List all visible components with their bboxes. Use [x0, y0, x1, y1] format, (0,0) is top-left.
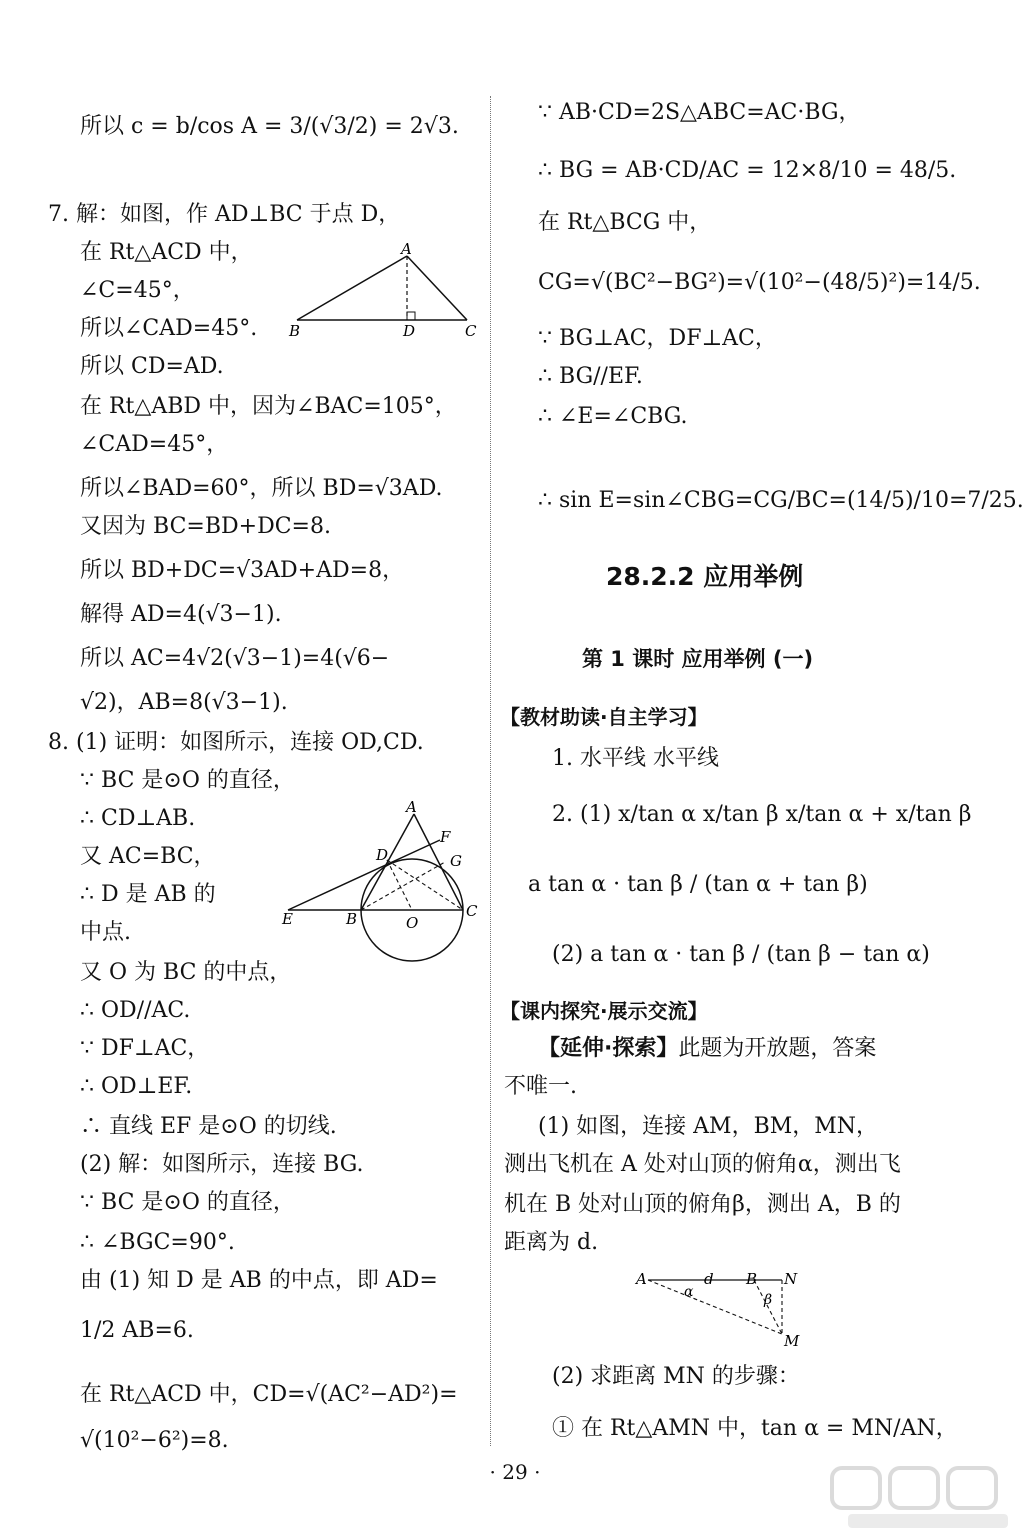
q8-step: ∴ D 是 AB 的	[80, 882, 216, 907]
q8-step: 1/2 AB=6.	[80, 1318, 194, 1343]
q7-step: 解得 AD=4(√3−1).	[80, 602, 282, 627]
right-step: ∴ ∠E=∠CBG.	[538, 404, 688, 429]
label-a: A	[401, 240, 412, 258]
q8-step: ∵ DF⊥AC，	[80, 1036, 210, 1061]
answer-line: (2) a tan α · tan β / (tan β − tan α)	[552, 942, 930, 967]
triangle-figure	[285, 238, 485, 343]
column-divider	[490, 96, 491, 1446]
q8-step: (2) 解：如图所示，连接 BG.	[80, 1152, 364, 1177]
label-alpha: α	[684, 1284, 694, 1300]
answer-line: 2. (1) x/tan α x/tan β x/tan α + x/tan β	[552, 802, 972, 827]
q8-step: ∴ OD//AC.	[80, 998, 191, 1023]
q8-step: 由 (1) 知 D 是 AB 的中点，即 AD=	[80, 1268, 438, 1293]
paragraph-line: 测出飞机在 A 处对山顶的俯角α，测出飞	[504, 1152, 901, 1177]
paragraph-line: 不唯一.	[504, 1074, 577, 1099]
section-title: 28.2.2 应用举例	[606, 562, 804, 591]
q7-step: 所以 BD+DC=√3AD+AD=8，	[80, 558, 405, 583]
q8-step: 又 O 为 BC 的中点，	[80, 960, 292, 985]
right-step: ∵ AB·CD=2S△ABC=AC·BG，	[538, 100, 861, 125]
label-b: B	[346, 910, 358, 928]
q8-step: ∴ CD⊥AB.	[80, 806, 196, 831]
q8-intro: 8. (1) 证明：如图所示，连接 OD,CD.	[48, 730, 424, 755]
q7-step: 所以∠BAD=60°，所以 BD=√3AD.	[80, 476, 443, 501]
right-step: ∵ BG⊥AC，DF⊥AC，	[538, 326, 777, 351]
q8-step: √(10²−6²)=8.	[80, 1428, 229, 1453]
q8-step: ∴ OD⊥EF.	[80, 1074, 193, 1099]
q8-step: ∴ 直线 EF 是⊙O 的切线.	[80, 1114, 337, 1139]
label-b: B	[746, 1270, 758, 1288]
extension-text: 此题为开放题，答案	[678, 1036, 877, 1061]
label-c: C	[465, 322, 477, 340]
q7-step: 在 Rt△ABD 中，因为∠BAC=105°，	[80, 394, 457, 419]
answer-line: 1. 水平线 水平线	[552, 746, 719, 771]
label-o: O	[406, 914, 419, 932]
q8-step: ∵ BC 是⊙O 的直径，	[80, 1190, 295, 1215]
q8-step: ∵ BC 是⊙O 的直径，	[80, 768, 295, 793]
lesson-title: 第 1 课时 应用举例 (一)	[582, 647, 814, 671]
paragraph-line: 机在 B 处对山顶的俯角β，测出 A，B 的	[504, 1192, 901, 1217]
label-a: A	[406, 800, 417, 816]
answer-line: a tan α · tan β / (tan α + tan β)	[528, 872, 868, 897]
right-step: ∴ sin E=sin∠CBG=CG/BC=(14/5)/10=7/25.	[538, 488, 1024, 513]
label-a: A	[636, 1270, 647, 1288]
extension-label: 【延伸·探索】	[538, 1036, 679, 1061]
q8-step: 又 AC=BC，	[80, 844, 216, 869]
right-step: 在 Rt△BCG 中，	[538, 210, 712, 235]
extension-paragraph	[538, 1034, 876, 1064]
q7-step: 所以 CD=AD.	[80, 354, 224, 379]
label-f: F	[440, 828, 451, 846]
label-d: d	[704, 1270, 714, 1288]
q7-step: 所以∠CAD=45°.	[80, 316, 258, 341]
q8-step: ∴ ∠BGC=90°.	[80, 1230, 235, 1255]
label-c: C	[466, 902, 478, 920]
label-beta: β	[764, 1292, 773, 1308]
q7-step: 在 Rt△ACD 中，	[80, 240, 253, 265]
block-title: 【课内探究·展示交流】	[500, 999, 708, 1023]
right-step: ∴ BG//EF.	[538, 364, 643, 389]
q7-step: 又因为 BC=BD+DC=8.	[80, 514, 331, 539]
mountain-figure	[630, 1266, 810, 1350]
label-e: E	[282, 910, 293, 928]
q8-step: 在 Rt△ACD 中，CD=√(AC²−AD²)=	[80, 1382, 458, 1407]
page-number: · 29 ·	[489, 1460, 541, 1484]
circle-tangent-figure	[280, 800, 485, 965]
watermark-logo	[828, 1462, 1028, 1532]
q7-step: √2)，AB=8(√3−1).	[80, 690, 288, 715]
q7-step: ∠CAD=45°，	[80, 432, 229, 457]
q7-step: ∠C=45°，	[80, 278, 195, 303]
label-n: N	[784, 1270, 798, 1288]
label-m: M	[784, 1332, 800, 1350]
q6-final-line: 所以 c = b/cos A = 3/(√3/2) = 2√3.	[80, 114, 459, 139]
label-g: G	[450, 852, 462, 870]
label-d: D	[403, 322, 416, 340]
block-title: 【教材助读·自主学习】	[500, 705, 708, 729]
paragraph-line: (2) 求距离 MN 的步骤：	[552, 1364, 800, 1389]
q8-step: 中点.	[80, 920, 131, 945]
q7-intro: 7. 解：如图，作 AD⊥BC 于点 D，	[48, 202, 401, 227]
paragraph-line: ① 在 Rt△AMN 中，tan α = MN/AN，	[552, 1416, 958, 1441]
right-step: CG=√(BC²−BG²)=√(10²−(48/5)²)=14/5.	[538, 270, 981, 295]
right-step: ∴ BG = AB·CD/AC = 12×8/10 = 48/5.	[538, 158, 957, 183]
q7-step: 所以 AC=4√2(√3−1)=4(√6−	[80, 646, 390, 671]
paragraph-line: (1) 如图，连接 AM，BM，MN，	[538, 1114, 879, 1139]
paragraph-line: 距离为 d.	[504, 1230, 599, 1255]
label-b: B	[289, 322, 301, 340]
label-d: D	[376, 846, 389, 864]
